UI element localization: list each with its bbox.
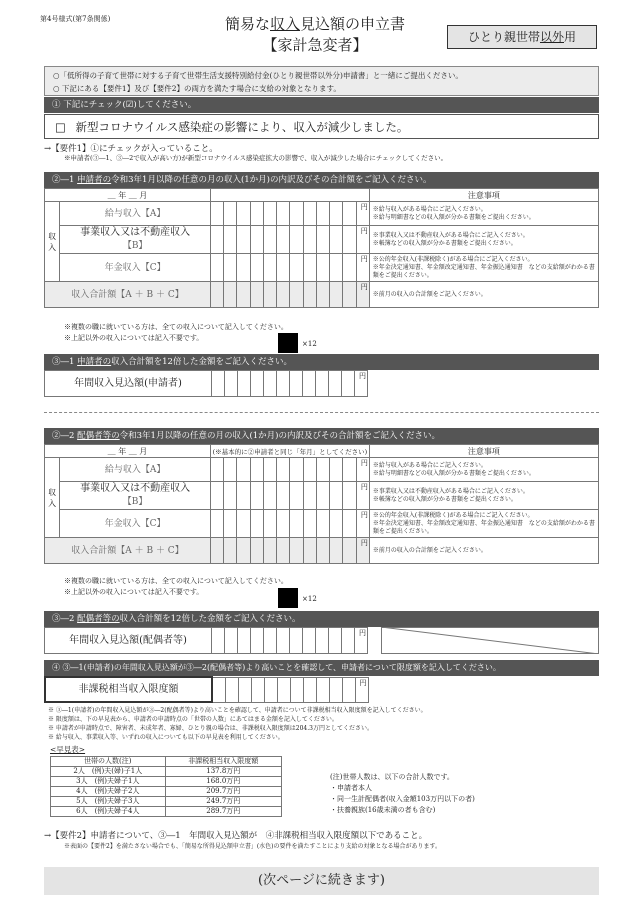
- digit-cell[interactable]: [277, 677, 290, 702]
- tag-post: 用: [564, 30, 577, 44]
- digit-cell[interactable]: [277, 371, 290, 397]
- total-note: ※前月の収入の合計額をご記入ください。: [369, 282, 598, 308]
- digit-cell[interactable]: [316, 482, 329, 510]
- section-divider: [44, 412, 599, 413]
- digit-cell[interactable]: [330, 254, 343, 282]
- bar-under: 申請者の: [77, 175, 112, 185]
- early-cell: 289.7万円: [165, 807, 281, 817]
- digit-cell[interactable]: [290, 371, 303, 397]
- row-code: 【B】: [122, 241, 148, 251]
- bar-post: 令和3年1月以降の任意の月の収入(1か月)の内訳及びその合計額をご記入ください。: [111, 175, 432, 185]
- digit-cell[interactable]: [237, 282, 250, 308]
- digit-cell[interactable]: [290, 628, 303, 654]
- digit-cell[interactable]: [303, 538, 316, 564]
- digit-cell[interactable]: [212, 371, 225, 397]
- income-side-label: 収入: [45, 202, 60, 282]
- digit-cell[interactable]: [210, 458, 223, 482]
- section2-2-bar: [44, 428, 599, 444]
- early-table-title: <早見表>: [50, 745, 86, 754]
- other-income-note: ※上記以外の収入については記入不要です。: [64, 334, 204, 342]
- row-label: 年金収入: [104, 262, 141, 273]
- household-note-line: ・申請者本人: [330, 784, 372, 792]
- covid-checkbox[interactable]: □: [55, 120, 66, 134]
- digit-cell[interactable]: [237, 226, 250, 254]
- yen-unit: 円: [356, 282, 369, 308]
- yen-unit: 円: [355, 371, 368, 397]
- digit-cell[interactable]: [316, 538, 329, 564]
- digit-cell[interactable]: [343, 482, 356, 510]
- other-income-note: ※上記以外の収入については記入不要です。: [64, 588, 204, 596]
- digit-cell[interactable]: [330, 202, 343, 226]
- month-note: [210, 189, 369, 202]
- row-code: 【C】: [140, 518, 166, 529]
- digit-cell[interactable]: [303, 677, 316, 702]
- row-code: 【A】: [140, 208, 166, 219]
- section2-1-bar: [44, 172, 599, 188]
- digit-cell[interactable]: [250, 254, 263, 282]
- digit-cell[interactable]: [290, 538, 303, 564]
- pension-label: [60, 254, 211, 282]
- digit-cell[interactable]: [303, 482, 316, 510]
- digit-cell[interactable]: [303, 282, 316, 308]
- digit-cell[interactable]: [237, 482, 250, 510]
- bar-under: 申請者の: [77, 357, 112, 367]
- digit-cell[interactable]: [277, 458, 290, 482]
- title-pre: 簡易な: [224, 15, 270, 33]
- early-cell: 249.7万円: [165, 797, 281, 807]
- tag-under: 以外: [539, 30, 564, 44]
- digit-cell[interactable]: [290, 254, 303, 282]
- digit-cell[interactable]: [343, 458, 356, 482]
- early-cell: 2人 (例)夫(婦)子1人: [51, 767, 166, 777]
- income-table-spouse: [44, 444, 599, 564]
- digit-cell[interactable]: [237, 202, 250, 226]
- digit-cell[interactable]: [264, 371, 277, 397]
- limit-note: ※ 限度額は、下の早見表から、申請者の申請時点の「世帯の人数」にあてはまる金額を記入してください。: [48, 716, 338, 723]
- salary-label: [60, 458, 211, 482]
- limit-note: ※ 申請者が申請時点で、障害者、未成年者、寡婦、ひとり親の場合は、非課税収入限度額は204.3万円としてください。: [48, 725, 373, 732]
- digit-cell[interactable]: [343, 538, 356, 564]
- digit-cell[interactable]: [224, 202, 237, 226]
- digit-cell[interactable]: [225, 677, 238, 702]
- bar-post: 収入合計額を12倍した金額をご記入ください。: [111, 357, 292, 367]
- digit-cell[interactable]: [238, 371, 251, 397]
- bar-post: 収入合計額を12倍した金額をご記入ください。: [119, 614, 301, 624]
- month-note: (※基本的に②申請者と同じ「年月」としてください): [210, 445, 369, 458]
- digit-cell[interactable]: [238, 677, 251, 702]
- digit-cell[interactable]: [316, 628, 329, 654]
- digit-cell[interactable]: [343, 202, 356, 226]
- digit-cell[interactable]: [316, 458, 329, 482]
- note-line: ※帳簿などの収入額が分かる書類をご提出ください。: [372, 239, 517, 247]
- yen-unit: 円: [356, 458, 369, 482]
- row-label: 給与収入: [104, 208, 141, 219]
- digit-cell[interactable]: [225, 371, 238, 397]
- digit-cell[interactable]: [303, 628, 316, 654]
- digit-cell[interactable]: [290, 482, 303, 510]
- covid-check-text: 新型コロナウイルス感染症の影響により、収入が減少しました。: [75, 120, 409, 134]
- digit-cell[interactable]: [263, 510, 276, 538]
- digit-cell[interactable]: [263, 226, 276, 254]
- digit-cell[interactable]: [303, 458, 316, 482]
- salary-note: [369, 458, 598, 482]
- digit-cell[interactable]: [263, 538, 276, 564]
- digit-cell[interactable]: [264, 677, 277, 702]
- digit-cell[interactable]: [263, 282, 276, 308]
- yen-unit: 円: [356, 226, 369, 254]
- business-note: [369, 226, 598, 254]
- digit-cell[interactable]: [237, 458, 250, 482]
- note-line: ※給与明細書などの収入額が分かる書類をご提出ください。: [372, 469, 535, 477]
- yen-unit: 円: [356, 202, 369, 226]
- business-label: [60, 482, 211, 510]
- early-cell: 5人 (例)夫婦子3人: [51, 797, 166, 807]
- times12-label: ×12: [302, 340, 317, 348]
- month-cell[interactable]: [45, 189, 211, 202]
- note-line: ※事業収入又は不動産収入がある場合にご記入ください。: [372, 231, 529, 239]
- digit-cell[interactable]: [237, 538, 250, 564]
- digit-cell[interactable]: [343, 510, 356, 538]
- early-cell: 4人 (例)夫婦子2人: [51, 787, 166, 797]
- digit-cell[interactable]: [343, 254, 356, 282]
- digit-cell[interactable]: [290, 226, 303, 254]
- section3-2-bar: [44, 611, 599, 627]
- digit-cell[interactable]: [250, 458, 263, 482]
- digit-cell[interactable]: [277, 628, 290, 654]
- title-post: 見込額の申立書: [300, 15, 406, 33]
- digit-cell[interactable]: [316, 226, 329, 254]
- digit-cell[interactable]: [210, 202, 223, 226]
- digit-cell[interactable]: [250, 538, 263, 564]
- digit-cell[interactable]: [251, 371, 264, 397]
- digit-cell[interactable]: [263, 254, 276, 282]
- digit-cell[interactable]: [342, 628, 355, 654]
- digit-cell[interactable]: [237, 254, 250, 282]
- digit-cell[interactable]: [277, 538, 290, 564]
- total-label: [45, 538, 211, 564]
- digit-cell[interactable]: [330, 458, 343, 482]
- digit-cell[interactable]: [210, 538, 223, 564]
- digit-cell[interactable]: [250, 482, 263, 510]
- digit-cell[interactable]: [330, 226, 343, 254]
- notes-header: 注意事項: [369, 189, 598, 202]
- note-line: ※公的年金収入(非課税除く)がある場合にご記入ください。: [372, 255, 534, 263]
- yen-unit: 円: [356, 482, 369, 510]
- row-code: 【B】: [122, 497, 148, 507]
- target-tag: [447, 25, 597, 49]
- digit-cell[interactable]: [303, 254, 316, 282]
- section3-1-bar: [44, 354, 599, 370]
- section1-bar: ① 下記にチェック(☑)してください。: [44, 97, 599, 113]
- yen-unit: 円: [356, 510, 369, 538]
- digit-cell[interactable]: [210, 226, 223, 254]
- limit-notes: [48, 706, 427, 742]
- row-label: 給与収入: [104, 464, 141, 475]
- notice-line: ○「低所得の子育て世帯に対する子育て世帯生活支援特別給付金(ひとり親世帯以外分)申請書」と一緒にご提出ください。: [53, 71, 463, 80]
- note-line: ※給与収入がある場合にご記入ください。: [372, 205, 487, 213]
- digit-cell[interactable]: [224, 226, 237, 254]
- row-label: 事業収入又は不動産収入: [80, 227, 191, 238]
- household-note-line: ・扶養親族(16歳未満の者も含む): [330, 806, 436, 814]
- requirement1: →【要件1】①にチェックが入っていること。: [44, 144, 218, 154]
- digit-cell[interactable]: [224, 458, 237, 482]
- digit-cell[interactable]: [212, 677, 225, 702]
- digit-cell[interactable]: [342, 371, 355, 397]
- yen-unit: 円: [355, 677, 368, 702]
- total-label: [45, 282, 211, 308]
- note-line: ※帳簿などの収入額が分かる書類をご提出ください。: [372, 495, 517, 503]
- digit-cell[interactable]: [250, 282, 263, 308]
- limit-label: 非課税相当収入限度額: [45, 677, 212, 702]
- digit-cell[interactable]: [329, 628, 342, 654]
- digit-cell[interactable]: [224, 282, 237, 308]
- requirement2: →【要件2】申請者について、③―1 年間収入見込額が ④非課税相当収入限度額以下であること。: [44, 831, 428, 841]
- digit-cell[interactable]: [277, 202, 290, 226]
- digit-cell[interactable]: [263, 202, 276, 226]
- digit-cell[interactable]: [277, 226, 290, 254]
- month-label: ＿ 年 ＿ 月: [107, 190, 148, 200]
- down-arrow-icon: [278, 333, 298, 353]
- digit-cell[interactable]: [250, 202, 263, 226]
- row-label: 収入合計額: [71, 289, 117, 300]
- yen-unit: 円: [356, 538, 369, 564]
- digit-cell[interactable]: [238, 628, 251, 654]
- annual-table-applicant: [44, 370, 368, 397]
- row-label: 収入合計額: [71, 545, 117, 556]
- digit-cell[interactable]: [277, 254, 290, 282]
- total-note: ※前月の収入の合計額をご記入ください。: [369, 538, 598, 564]
- row-label: 年金収入: [104, 518, 141, 529]
- limit-note: ※ 給与収入、事業収入等、いずれの収入についても以下の早見表を利用してください。: [48, 734, 284, 741]
- tag-pre: ひとり親世帯: [467, 30, 540, 44]
- early-cell: 6人 (例)夫婦子4人: [51, 807, 166, 817]
- yen-unit: 円: [355, 628, 368, 654]
- month-cell[interactable]: [45, 445, 211, 458]
- note-line: ※年金決定通知書、年金額改定通知書、年金振込通知書 などの支給額がわかる書類をご提出ください。: [372, 519, 595, 535]
- note-line: ※事業収入又は不動産収入がある場合にご記入ください。: [372, 487, 529, 495]
- digit-cell[interactable]: [250, 226, 263, 254]
- digit-cell[interactable]: [277, 282, 290, 308]
- title-under: 収入: [269, 15, 300, 33]
- notice-line: ○ 下記にある【要件1】及び【要件2】の両方を満たす場合に支給の対象となります。: [53, 84, 341, 93]
- salary-note: [369, 202, 598, 226]
- digit-cell[interactable]: [263, 458, 276, 482]
- digit-cell[interactable]: [277, 482, 290, 510]
- digit-cell[interactable]: [212, 628, 225, 654]
- notice-box: [44, 66, 599, 96]
- digit-cell[interactable]: [316, 254, 329, 282]
- bar-pre: ②―1: [52, 175, 78, 185]
- digit-cell[interactable]: [224, 482, 237, 510]
- early-cell: 3人 (例)夫婦子1人: [51, 777, 166, 787]
- row-code: 【A】: [140, 464, 166, 475]
- digit-cell[interactable]: [224, 510, 237, 538]
- digit-cell[interactable]: [343, 226, 356, 254]
- digit-cell[interactable]: [316, 677, 329, 702]
- digit-cell[interactable]: [303, 226, 316, 254]
- digit-cell[interactable]: [225, 628, 238, 654]
- bar-post: 令和3年1月以降の任意の月の収入(1か月)の内訳及びその合計額をご記入ください。: [119, 431, 441, 441]
- row-code: 【A ＋ B ＋ C】: [116, 289, 184, 300]
- digit-cell[interactable]: [224, 254, 237, 282]
- requirement1-note: ※申請者(③―1、③―2で収入が高い方)が新型コロナウイルス感染症拡大の影響で、収入が減少した場合にチェックしてください。: [64, 154, 448, 162]
- digit-cell[interactable]: [330, 538, 343, 564]
- digit-cell[interactable]: [290, 510, 303, 538]
- note-line: ※給与収入がある場合にご記入ください。: [372, 461, 487, 469]
- bar-under: 配偶者等の: [77, 431, 120, 441]
- digit-cell[interactable]: [210, 282, 223, 308]
- continue-footer: (次ページに続きます): [44, 867, 599, 895]
- digit-cell[interactable]: [263, 482, 276, 510]
- annual-table-spouse: [44, 627, 368, 654]
- quick-reference-table: [50, 756, 282, 817]
- household-note-line: ・同一生計配偶者(収入金額103万円以下の者): [330, 795, 475, 803]
- limit-note: ※ ③―1(申請者)の年間収入見込額が③―2(配偶者等)より高いことを確認して、申請者について非課税相当収入限度額を記入してください。: [48, 707, 427, 714]
- annual-label: 年間収入見込額(申請者): [45, 371, 212, 397]
- digit-cell[interactable]: [210, 254, 223, 282]
- diagonal-blank: [381, 627, 599, 654]
- digit-cell[interactable]: [303, 371, 316, 397]
- bar-pre: ③―1: [52, 357, 78, 367]
- row-code: 【C】: [140, 262, 166, 273]
- digit-cell[interactable]: [290, 202, 303, 226]
- digit-cell[interactable]: [330, 282, 343, 308]
- digit-cell[interactable]: [210, 510, 223, 538]
- income-table-applicant: [44, 188, 599, 308]
- digit-cell[interactable]: [329, 677, 342, 702]
- digit-cell[interactable]: [290, 282, 303, 308]
- requirement2-note: ※表面の【要件2】を満たさない場合でも、「簡易な所得見込額申立書」(水色)の要件を満たすことにより支給の対象となる場合があります。: [64, 843, 442, 850]
- early-cell: 209.7万円: [165, 787, 281, 797]
- digit-cell[interactable]: [303, 202, 316, 226]
- digit-cell[interactable]: [342, 677, 355, 702]
- household-note: [330, 772, 475, 816]
- digit-cell[interactable]: [237, 510, 250, 538]
- digit-cell[interactable]: [290, 458, 303, 482]
- section4-bar: ④ ③―1(申請者)の年間収入見込額が③―2(配偶者等)より高いことを確認して、申請者について限度額を記入してください。: [44, 660, 599, 676]
- note-line: ※給与明細書などの収入額が分かる書類をご提出ください。: [372, 213, 535, 221]
- digit-cell[interactable]: [329, 371, 342, 397]
- digit-cell[interactable]: [343, 282, 356, 308]
- digit-cell[interactable]: [316, 371, 329, 397]
- digit-cell[interactable]: [224, 538, 237, 564]
- bar-pre: ③―2: [52, 614, 78, 624]
- row-label: 事業収入又は不動産収入: [80, 483, 191, 494]
- multi-job-note: ※複数の職に就いている方は、全ての収入について記入してください。: [64, 577, 288, 585]
- multi-job-note: ※複数の職に就いている方は、全ての収入について記入してください。: [64, 323, 288, 331]
- form-number: 第4号様式(第7条関係): [40, 15, 111, 23]
- covid-check-row[interactable]: [44, 114, 599, 139]
- yen-unit: 円: [356, 254, 369, 282]
- early-cell: 168.0万円: [165, 777, 281, 787]
- digit-cell[interactable]: [290, 677, 303, 702]
- early-head: 非課税相当収入限度額: [165, 757, 281, 767]
- digit-cell[interactable]: [277, 510, 290, 538]
- month-label: ＿ 年 ＿ 月: [107, 446, 148, 456]
- bar-under: 配偶者等の: [77, 614, 120, 624]
- digit-cell[interactable]: [250, 510, 263, 538]
- row-code: 【A ＋ B ＋ C】: [116, 545, 184, 556]
- note-line: ※年金決定通知書、年金額改定通知書、年金振込通知書 などの支給額がわかる書類をご提出ください。: [372, 263, 595, 279]
- early-head: 世帯の人数(注): [51, 757, 166, 767]
- pension-note: [369, 254, 598, 282]
- digit-cell[interactable]: [251, 677, 264, 702]
- household-note-line: (注)世帯人数は、以下の合計人数です。: [330, 773, 454, 781]
- times12-label: ×12: [302, 595, 317, 603]
- digit-cell[interactable]: [251, 628, 264, 654]
- page-subtitle: 【家計急変者】: [262, 36, 368, 54]
- early-cell: 137.8万円: [165, 767, 281, 777]
- digit-cell[interactable]: [316, 202, 329, 226]
- digit-cell[interactable]: [316, 282, 329, 308]
- digit-cell[interactable]: [330, 482, 343, 510]
- business-note: [369, 482, 598, 510]
- digit-cell[interactable]: [264, 628, 277, 654]
- annual-label: 年間収入見込額(配偶者等): [45, 628, 212, 654]
- income-side-label: 収入: [45, 458, 60, 538]
- notes-header: 注意事項: [369, 445, 598, 458]
- pension-label: [60, 510, 211, 538]
- digit-cell[interactable]: [210, 482, 223, 510]
- business-label: [60, 226, 211, 254]
- digit-cell[interactable]: [303, 510, 316, 538]
- digit-cell[interactable]: [330, 510, 343, 538]
- note-line: ※公的年金収入(非課税除く)がある場合にご記入ください。: [372, 511, 534, 519]
- limit-table: [44, 676, 369, 703]
- pension-note: [369, 510, 598, 538]
- digit-cell[interactable]: [316, 510, 329, 538]
- bar-pre: ②―2: [52, 431, 78, 441]
- salary-label: [60, 202, 211, 226]
- down-arrow-icon: [278, 588, 298, 608]
